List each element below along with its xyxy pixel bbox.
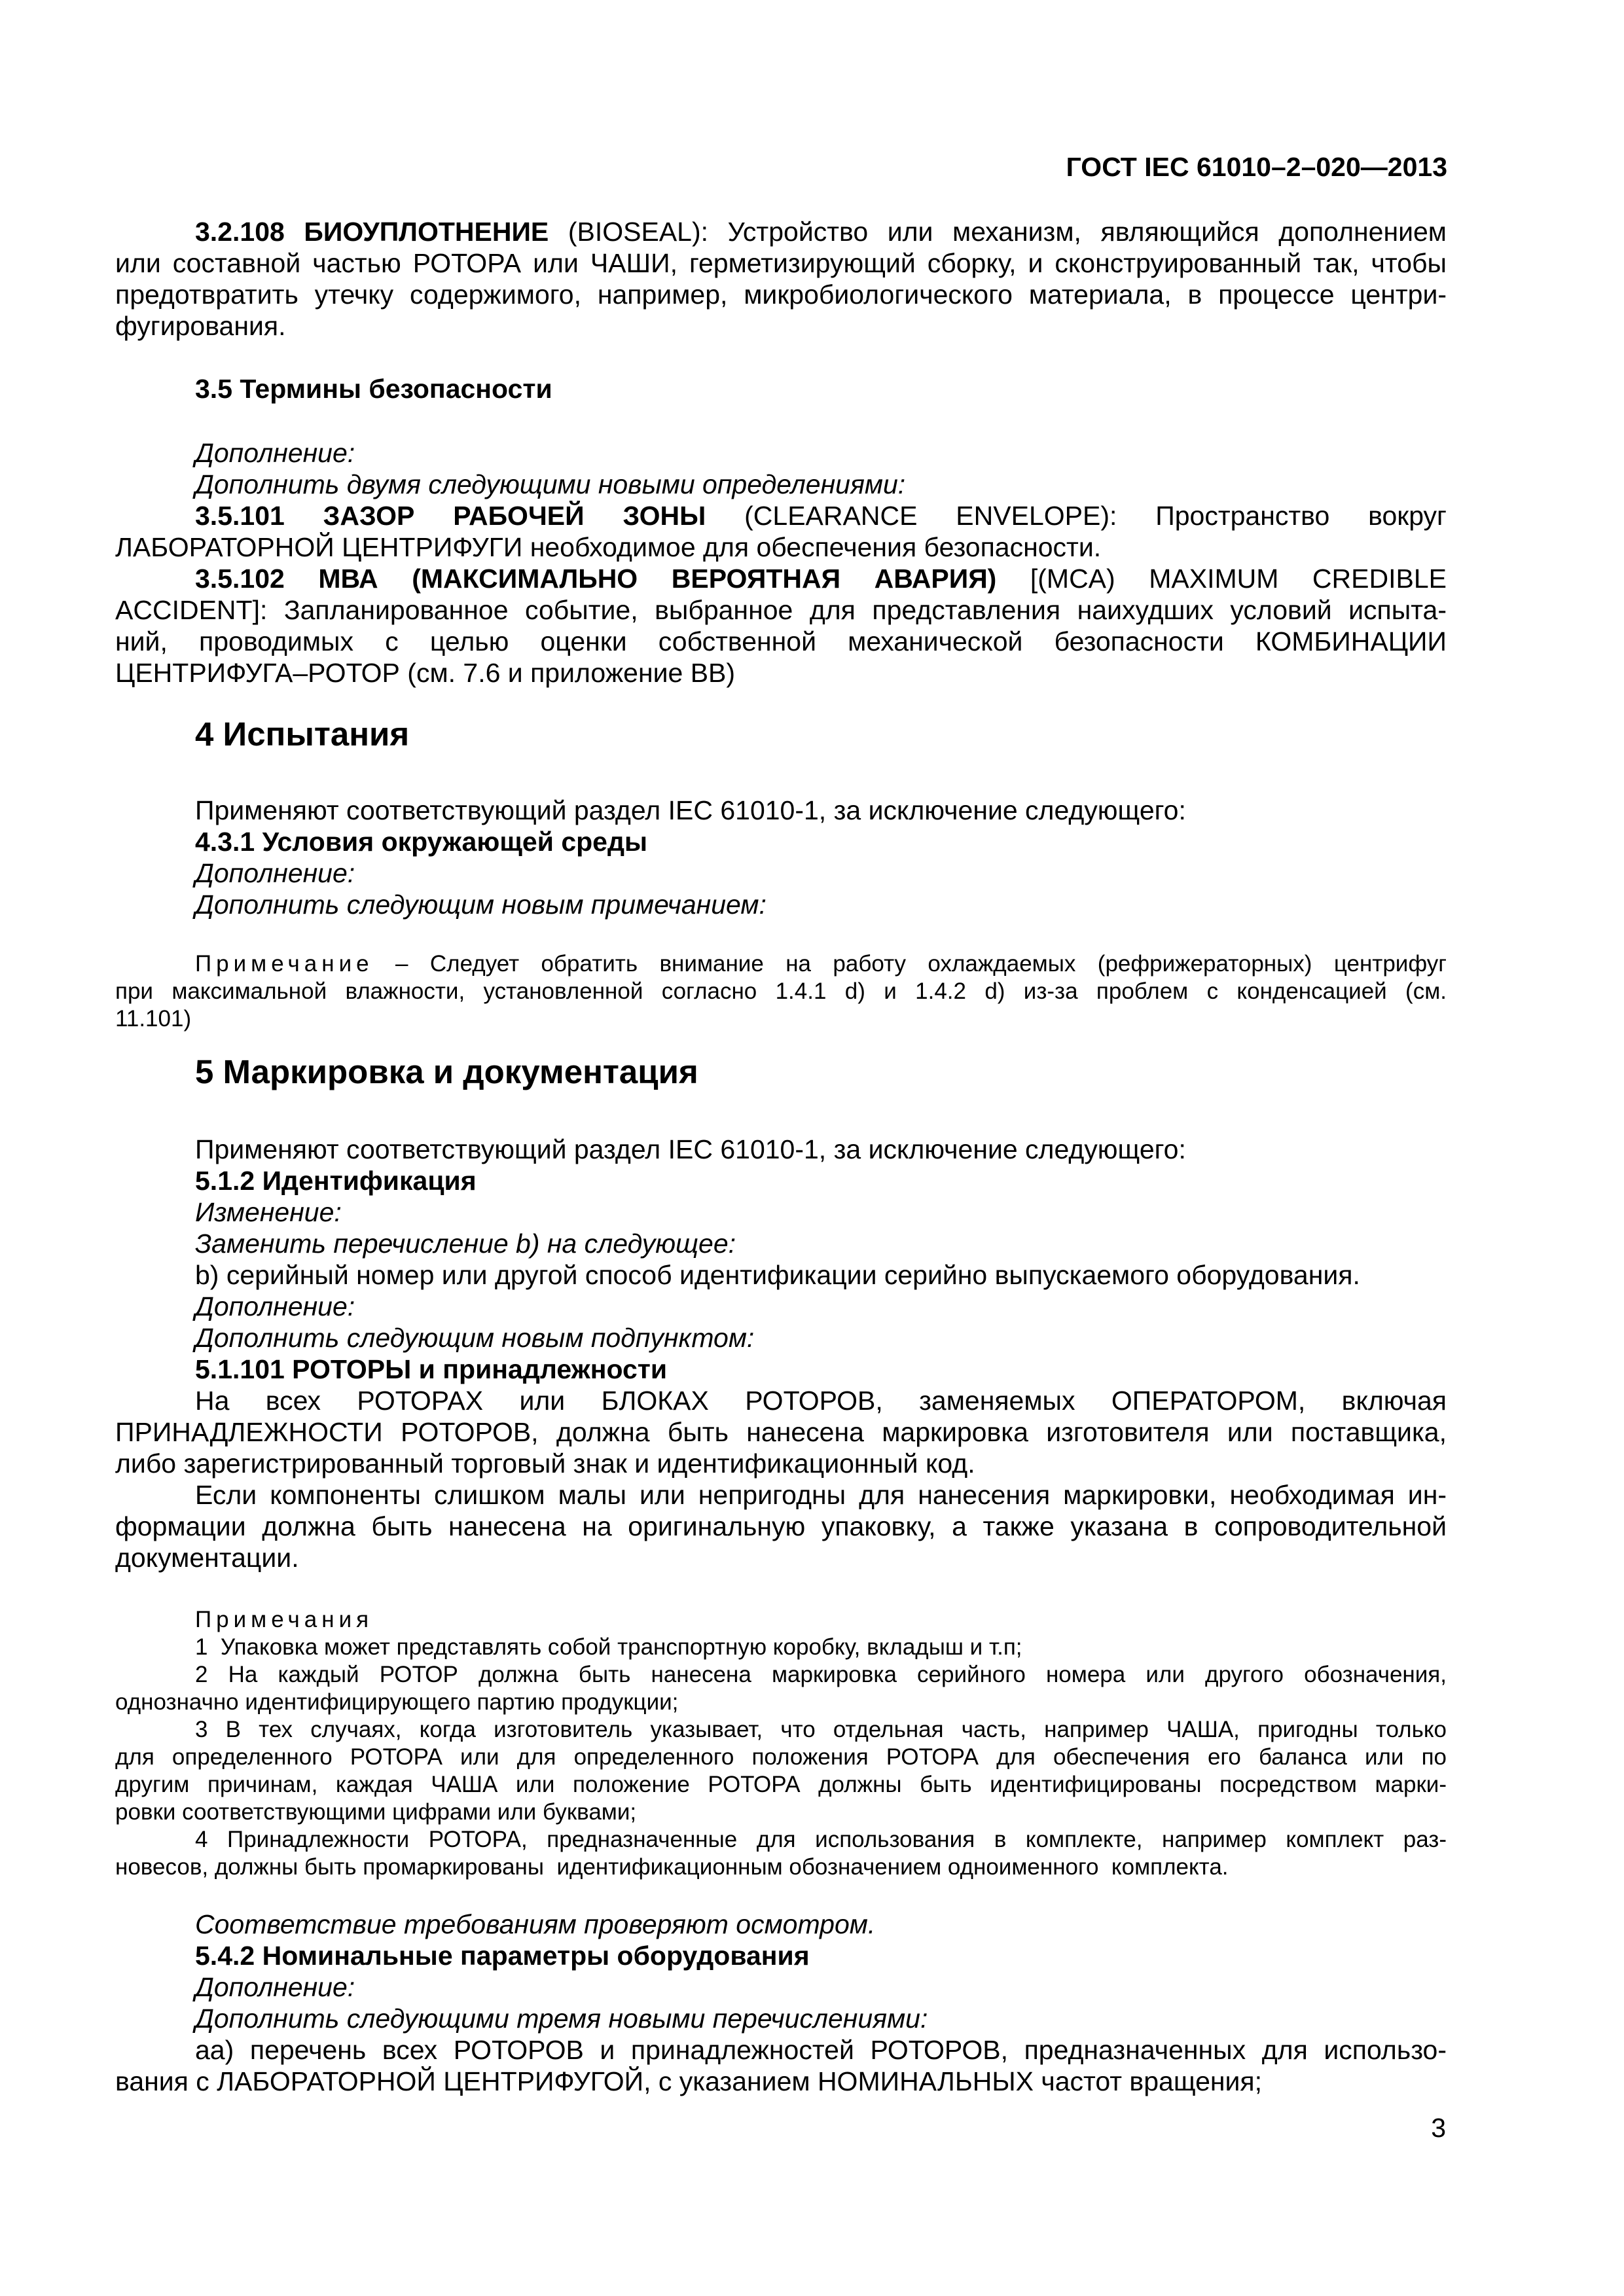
- addition-instruction: Дополнить следующими тремя новыми перечислениями:: [195, 2003, 928, 2034]
- note-4-line-1: 4 Принадлежности РОТОРА, предназначенные для использования в комплекте, например комплект раз-: [195, 1827, 1447, 1852]
- definition-3-2-108-line-1: 3.2.108 БИОУПЛОТНЕНИЕ (BIOSEAL): Устройство или механизм, являющийся дополнением: [195, 217, 1447, 247]
- addition-label: Дополнение:: [195, 1291, 355, 1321]
- note-3-line-4: ровки соответствующими цифрами или буквами;: [115, 1799, 637, 1825]
- definition-3-2-108-line-3: предотвратить утечку содержимого, например, микробиологического материала, в процессе центри-: [115, 279, 1447, 310]
- document-header-code: ГОСТ IEC 61010–2–020—2013: [1066, 152, 1447, 182]
- note-line-3: 11.101): [115, 1006, 192, 1031]
- paragraph-1-line-2: ПРИНАДЛЕЖНОСТИ РОТОРОВ, должна быть нанесена маркировка изготовителя или поставщика,: [115, 1417, 1447, 1447]
- addition-instruction: Дополнить следующим новым подпунктом:: [195, 1323, 755, 1353]
- note-3-line-3: другим причинам, каждая ЧАША или положение РОТОРА должны быть идентифицированы посредством марки-: [115, 1772, 1447, 1797]
- section-5-title: 5 Маркировка и документация: [195, 1053, 698, 1090]
- note-4-line-2: новесов, должны быть промаркированы идентификационным обозначением одноименного комплекта.: [115, 1854, 1229, 1880]
- note-2-line-2: однозначно идентифицирующего партию продукции;: [115, 1689, 679, 1715]
- addition-instruction: Дополнить двумя следующими новыми определениями:: [195, 469, 906, 499]
- compliance-check: Соответствие требованиям проверяют осмотром.: [195, 1909, 876, 1939]
- notes-label: Примечания: [195, 1607, 374, 1632]
- page-number: 3: [1431, 2113, 1446, 2143]
- paragraph-2-line-1: Если компоненты слишком малы или непригодны для нанесения маркировки, необходимая ин-: [195, 1480, 1447, 1510]
- definition-3-5-102-line-2: ACCIDENT]: Запланированное событие, выбранное для представления наихудших условий испыта-: [115, 595, 1447, 625]
- definition-3-5-102-line-4: ЦЕНТРИФУГА–РОТОР (см. 7.6 и приложение ВВ): [115, 658, 736, 688]
- definition-3-2-108-line-2: или составной частью РОТОРА или ЧАШИ, герметизирующий сборку, и сконструированный так, чтобы: [115, 248, 1447, 278]
- subsection-5-1-2-heading: 5.1.2 Идентификация: [195, 1166, 477, 1196]
- section-5-applies: Применяют соответствующий раздел IEC 61010-1, за исключение следующего:: [195, 1134, 1186, 1164]
- change-label: Изменение:: [195, 1197, 342, 1227]
- paragraph-1-line-1: На всех РОТОРАХ или БЛОКАХ РОТОРОВ, заменяемых ОПЕРАТОРОМ, включая: [195, 1386, 1447, 1416]
- addition-label: Дополнение:: [195, 438, 355, 468]
- definition-3-2-108-line-4: фугирования.: [115, 311, 286, 341]
- note-3-line-1: 3 В тех случаях, когда изготовитель указывает, что отдельная часть, например ЧАША, пригодны только: [195, 1717, 1447, 1742]
- addition-instruction: Дополнить следующим новым примечанием:: [195, 889, 767, 920]
- subsection-5-1-101-heading: 5.1.101 РОТОРЫ и принадлежности: [195, 1354, 668, 1384]
- definition-3-5-102-line-1: 3.5.102 МВА (МАКСИМАЛЬНО ВЕРОЯТНАЯ АВАРИЯ) [(MCA) MAXIMUM CREDIBLE: [195, 564, 1447, 594]
- addition-label: Дополнение:: [195, 1972, 355, 2002]
- note-2-line-1: 2 На каждый РОТОР должна быть нанесена маркировка серийного номера или другого обозначения,: [195, 1662, 1447, 1687]
- subsection-4-3-1-heading: 4.3.1 Условия окружающей среды: [195, 827, 648, 857]
- note-line-2: при максимальной влажности, установленной согласно 1.4.1 d) и 1.4.2 d) из-за проблем с конденсацией (см.: [115, 978, 1447, 1004]
- paragraph-2-line-2: формации должна быть нанесена на оригинальную упаковку, а также указана в сопроводительной: [115, 1511, 1447, 1541]
- item-aa-line-1: aa) перечень всех РОТОРОВ и принадлежностей РОТОРОВ, предназначенных для использо-: [195, 2035, 1447, 2065]
- paragraph-1-line-3: либо зарегистрированный торговый знак и идентификационный код.: [115, 1448, 975, 1479]
- paragraph-2-line-3: документации.: [115, 1543, 299, 1573]
- definition-3-5-101-line-2: ЛАБОРАТОРНОЙ ЦЕНТРИФУГИ необходимое для обеспечения безопасности.: [115, 532, 1102, 562]
- subsection-5-4-2-heading: 5.4.2 Номинальные параметры оборудования: [195, 1941, 810, 1971]
- section-4-applies: Применяют соответствующий раздел IEC 61010-1, за исключение следующего:: [195, 795, 1186, 825]
- section-3-5-heading: 3.5 Термины безопасности: [195, 374, 552, 404]
- note-1: 1 Упаковка может представлять собой транспортную коробку, вкладыш и т.п;: [195, 1634, 1022, 1660]
- addition-label: Дополнение:: [195, 858, 355, 888]
- section-4-title: 4 Испытания: [195, 715, 410, 753]
- note-line-1: Примечание – Следует обратить внимание на работу охлаждаемых (рефрижераторных) центрифуг: [195, 951, 1447, 977]
- change-instruction: Заменить перечисление b) на следующее:: [195, 1229, 736, 1259]
- item-aa-line-2: вания с ЛАБОРАТОРНОЙ ЦЕНТРИФУГОЙ, с указанием НОМИНАЛЬНЫХ частот вращения;: [115, 2066, 1263, 2096]
- item-b: b) серийный номер или другой способ идентификации серийно выпускаемого оборудования.: [195, 1260, 1360, 1290]
- definition-3-5-102-line-3: ний, проводимых с целью оценки собственной механической безопасности КОМБИНАЦИИ: [115, 626, 1447, 656]
- definition-3-5-101-line-1: 3.5.101 ЗАЗОР РАБОЧЕЙ ЗОНЫ (CLEARANCE ENVELOPE): Пространство вокруг: [195, 501, 1447, 531]
- note-3-line-2: для определенного РОТОРА или для определенного положения РОТОРА для обеспечения его баланса или по: [115, 1744, 1447, 1770]
